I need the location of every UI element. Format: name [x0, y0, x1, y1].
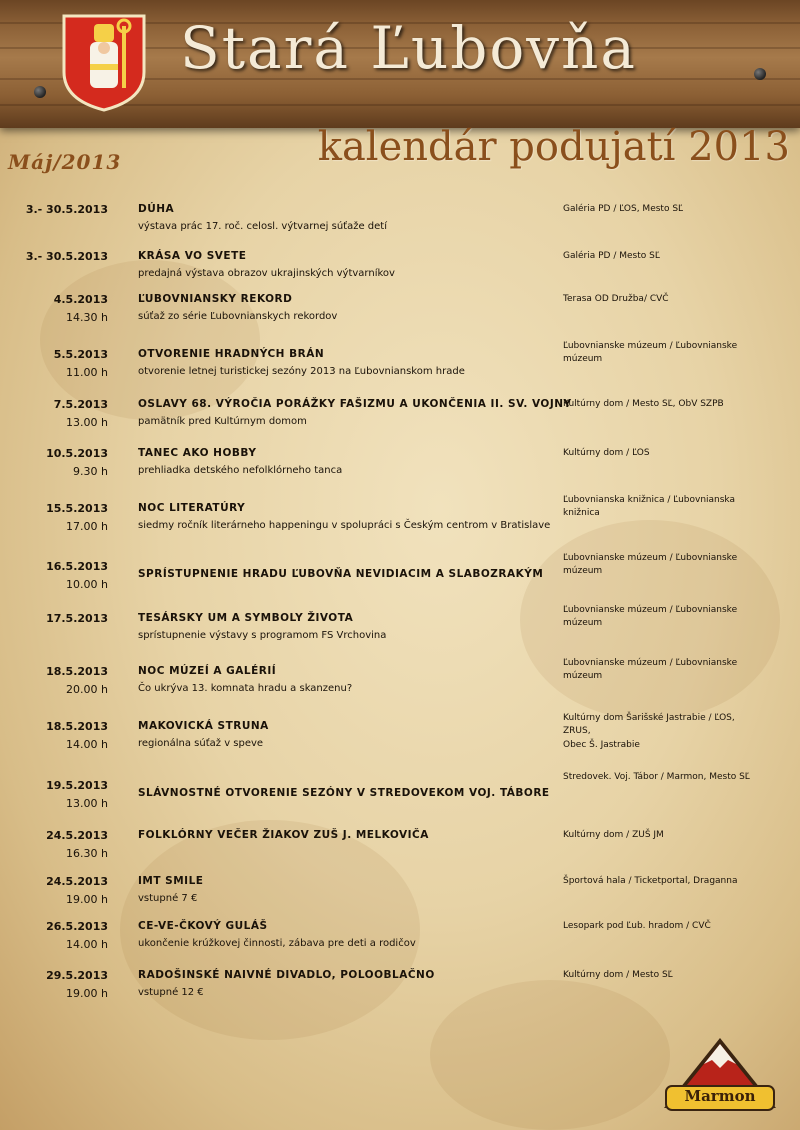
event-date: 18.5.2013 — [46, 665, 108, 678]
event-time: 9.30 h — [73, 465, 108, 478]
event-title: CE-VE-ČKOVÝ GULÁŠ — [138, 920, 268, 932]
event-venue: Galéria PD / Mesto SĽ — [563, 251, 660, 261]
event-time: 19.00 h — [66, 893, 108, 906]
month-label: Máj/2013 — [8, 150, 122, 174]
event-description: Čo ukrýva 13. komnata hradu a skanzenu? — [138, 683, 353, 694]
event-date: 18.5.2013 — [46, 720, 108, 733]
event-description: prehliadka detského nefolklórneho tanca — [138, 465, 343, 476]
event-venue-secondary: Obec Š. Jastrabie — [563, 740, 640, 750]
event-time: 14.00 h — [66, 938, 108, 951]
event-title: KRÁSA VO SVETE — [138, 250, 247, 262]
event-date: 16.5.2013 — [46, 560, 108, 573]
event-venue: Ľubovnianske múzeum / Ľubovnianske múzeum — [563, 605, 738, 628]
event-title: MAKOVICKÁ STRUNA — [138, 720, 269, 732]
event-title: SPRÍSTUPNENIE HRADU ĽUBOVŇA NEVIDIACIM A SLABOZRAKÝM — [138, 568, 544, 580]
event-venue: Kultúrny dom / Mesto SĽ — [563, 970, 673, 980]
event-time: 16.30 h — [66, 847, 108, 860]
event-title: NOC MÚZEÍ A GALÉRIÍ — [138, 665, 277, 677]
event-date: 3.- 30.5.2013 — [25, 250, 108, 263]
event-title: TESÁRSKY UM A SYMBOLY ŽIVOTA — [138, 612, 354, 624]
event-description: ukončenie krúžkovej činnosti, zábava pre deti a rodičov — [138, 938, 416, 949]
event-venue: Lesopark pod Ľub. hradom / CVČ — [563, 921, 711, 931]
event-date: 10.5.2013 — [46, 447, 108, 460]
event-date: 5.5.2013 — [53, 348, 108, 361]
event-title: IMT SMILE — [138, 875, 204, 887]
event-venue: Kultúrny dom / Mesto SĽ, ObV SZPB — [563, 399, 724, 409]
event-date: 4.5.2013 — [53, 293, 108, 306]
event-venue: Ľubovnianske múzeum / Ľubovnianske múzeum — [563, 341, 738, 364]
event-description: vstupné 7 € — [138, 893, 198, 904]
event-time: 19.00 h — [66, 987, 108, 1000]
event-time: 10.00 h — [66, 578, 108, 591]
event-title: OTVORENIE HRADNÝCH BRÁN — [138, 348, 325, 360]
event-date: 19.5.2013 — [46, 779, 108, 792]
event-time: 14.30 h — [66, 311, 108, 324]
event-time: 20.00 h — [66, 683, 108, 696]
event-description: súťaž zo série Ľubovnianskych rekordov — [138, 311, 338, 322]
event-description: otvorenie letnej turistickej sezóny 2013 na Ľubovnianskom hrade — [138, 366, 465, 377]
event-date: 26.5.2013 — [46, 920, 108, 933]
header-wood-banner — [0, 0, 800, 128]
event-venue: Kultúrny dom Šarišské Jastrabie / ĽOS, ZRUS, — [563, 713, 735, 736]
nail-icon — [34, 86, 46, 98]
event-date: 3.- 30.5.2013 — [25, 203, 108, 216]
event-title: TANEC AKO HOBBY — [138, 447, 257, 459]
event-time: 13.00 h — [66, 416, 108, 429]
event-description: predajná výstava obrazov ukrajinských výtvarníkov — [138, 268, 395, 279]
event-venue: Galéria PD / ĽOS, Mesto SĽ — [563, 204, 684, 214]
event-venue: Stredovek. Voj. Tábor / Marmon, Mesto SĽ — [563, 772, 750, 782]
event-venue: Terasa OD Družba/ CVČ — [563, 294, 669, 304]
event-title: ĽUBOVNIANSKY REKORD — [138, 293, 293, 305]
event-description: pamätník pred Kultúrnym domom — [138, 416, 307, 427]
event-description: výstava prác 17. roč. celosl. výtvarnej súťaže detí — [138, 221, 387, 232]
event-date: 24.5.2013 — [46, 875, 108, 888]
event-time: 14.00 h — [66, 738, 108, 751]
event-title: FOLKLÓRNY VEČER ŽIAKOV ZUŠ J. MELKOVIČA — [138, 829, 429, 841]
event-title: OSLAVY 68. VÝROČIA PORÁŽKY FAŠIZMU A UKONČENIA II. SV. VOJNY — [138, 398, 572, 410]
event-date: 7.5.2013 — [53, 398, 108, 411]
event-title: RADOŠINSKÉ NAIVNÉ DIVADLO, POLOOBLAČNO — [138, 969, 435, 981]
event-description: vstupné 12 € — [138, 987, 204, 998]
event-description: sprístupnenie výstavy s programom FS Vrchovina — [138, 630, 387, 641]
event-title: SLÁVNOSTNÉ OTVORENIE SEZÓNY V STREDOVEKOM VOJ. TÁBORE — [138, 787, 550, 799]
event-venue: Ľubovnianske múzeum / Ľubovnianske múzeum — [563, 553, 738, 576]
event-date: 15.5.2013 — [46, 502, 108, 515]
event-title: DÚHA — [138, 203, 175, 215]
town-title: Stará Ľubovňa — [180, 14, 637, 82]
event-time: 11.00 h — [66, 366, 108, 379]
event-venue: Kultúrny dom / ĽOS — [563, 448, 650, 458]
calendar-subtitle: kalendár podujatí 2013 — [317, 124, 790, 170]
event-date: 29.5.2013 — [46, 969, 108, 982]
event-venue: Ľubovnianska knižnica / Ľubovnianska knižnica — [563, 495, 735, 518]
event-description: siedmy ročník literárneho happeningu v spolupráci s Českým centrom v Bratislave — [138, 520, 551, 531]
event-description: regionálna súťaž v speve — [138, 738, 264, 749]
event-time: 17.00 h — [66, 520, 108, 533]
event-date: 17.5.2013 — [46, 612, 108, 625]
coat-of-arms-icon — [60, 12, 148, 112]
marmon-logo-text: Marmon — [684, 1087, 756, 1105]
event-date: 24.5.2013 — [46, 829, 108, 842]
event-venue: Ľubovnianske múzeum / Ľubovnianske múzeum — [563, 658, 738, 681]
event-venue: Kultúrny dom / ZUŠ JM — [563, 830, 664, 840]
event-venue: Športová hala / Ticketportal, Draganna — [563, 876, 738, 886]
event-time: 13.00 h — [66, 797, 108, 810]
event-title: NOC LITERATÚRY — [138, 502, 246, 514]
